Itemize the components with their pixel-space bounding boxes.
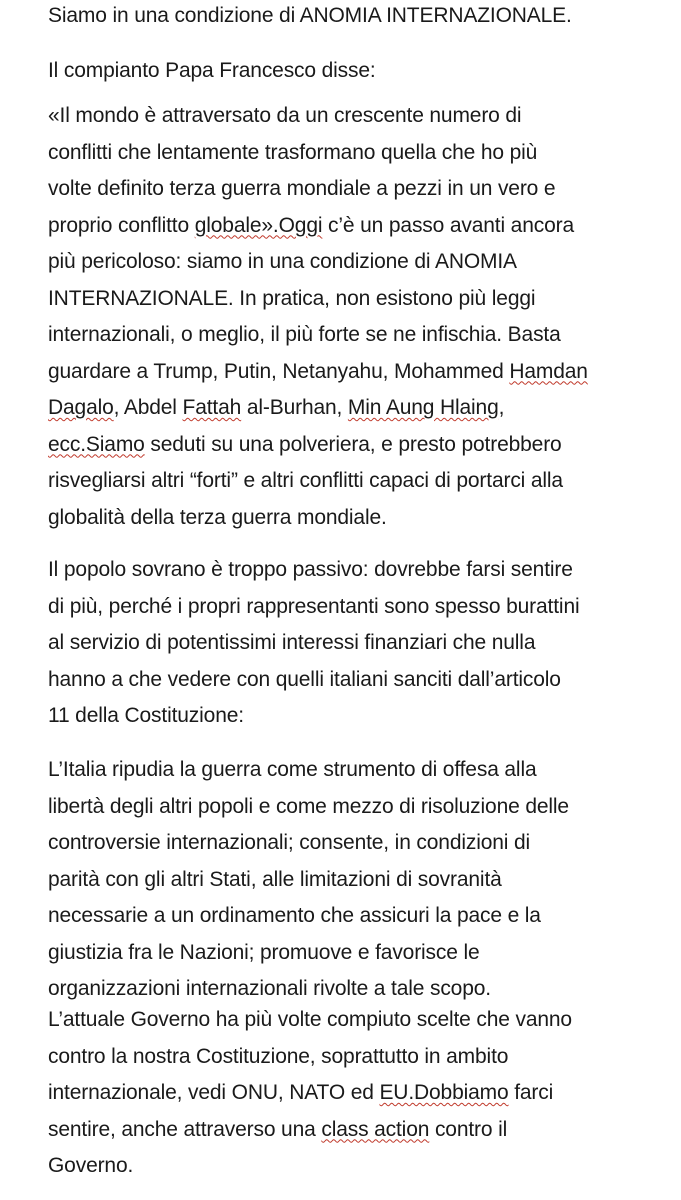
text-segment: proprio conflitto <box>48 213 195 237</box>
text-line: INTERNAZIONALE. In pratica, non esistono più leggi <box>48 286 536 310</box>
spellcheck-underlined-word: ecc.Siamo <box>48 432 145 456</box>
text-line: contro la nostra Costituzione, soprattutto in ambito <box>48 1044 509 1068</box>
text-line: 11 della Costituzione: <box>48 704 244 727</box>
text-line: necessarie a un ordinamento che assicuri la pace e la <box>48 904 541 927</box>
text-segment: internazionale, vedi ONU, NATO ed <box>48 1081 380 1104</box>
text-line <box>48 427 588 464</box>
text-line: Il popolo sovrano è troppo passivo: dovrebbe farsi sentire <box>48 558 573 581</box>
text-line: libertà degli altri popoli e come mezzo di risoluzione delle <box>48 794 569 818</box>
text-line: organizzazioni internazionali rivolte a tale scopo. <box>48 977 491 1000</box>
text-line: L’attuale Governo ha più volte compiuto scelte che vanno <box>48 1008 572 1031</box>
text-line <box>48 1112 572 1149</box>
text-segment: c’è un passo avanti ancora <box>322 213 574 237</box>
spellcheck-underlined-word: Min Aung Hlaing <box>347 396 499 419</box>
text-segment: , <box>498 396 505 419</box>
text-segment: seduti su una polveriera, e presto potrebbero <box>144 432 562 456</box>
text-line: conflitti che lentamente trasformano quella che ho più <box>48 140 538 164</box>
paragraph-article-11 <box>48 752 569 1008</box>
text-line: al servizio di potentissimi interessi finanziari che nulla <box>48 631 536 654</box>
text-line: internazionali, o meglio, il più forte se ne infischia. Basta <box>48 323 561 346</box>
text-line: Siamo in una condizione di ANOMIA INTERNAZIONALE. <box>48 4 572 27</box>
text-segment: sentire, anche attraverso una <box>48 1117 322 1141</box>
text-line: controversie internazionali; consente, in condizioni di <box>48 831 531 854</box>
spellcheck-underlined-word: class action <box>321 1117 430 1141</box>
text-segment: al-Burhan, <box>241 396 348 419</box>
text-line <box>48 354 588 391</box>
text-line: più pericoloso: siamo in una condizione di ANOMIA <box>48 250 517 273</box>
text-line <box>48 1075 572 1112</box>
text-segment: guardare a Trump, Putin, Netanyahu, Mohammed <box>48 359 510 383</box>
text-segment: , Abdel <box>113 396 183 419</box>
paragraph-sovereign-people <box>48 552 579 735</box>
text-line: volte definito terza guerra mondiale a pezzi in un vero e <box>48 177 556 200</box>
spellcheck-underlined-word: Dagalo <box>48 396 114 419</box>
text-line: giustizia fra le Nazioni; promuove e favorisce le <box>48 940 480 964</box>
spellcheck-underlined-word: Hamdan <box>509 359 588 383</box>
paragraph-pope-quote <box>48 98 588 536</box>
text-line <box>48 208 588 245</box>
text-segment: contro il <box>429 1117 508 1141</box>
text-line: «Il mondo è attraversato da un crescente numero di <box>48 104 522 127</box>
text-line: di più, perché i propri rappresentanti sono spesso burattini <box>48 594 580 618</box>
text-line: Governo. <box>48 1154 134 1177</box>
text-line: L’Italia ripudia la guerra come strumento di offesa alla <box>48 758 537 781</box>
spellcheck-underlined-word: Fattah <box>182 396 242 419</box>
text-line: hanno a che vedere con quelli italiani sanciti dall’articolo <box>48 667 561 691</box>
spellcheck-underlined-word: globale».Oggi <box>194 213 323 237</box>
text-line <box>48 390 588 427</box>
text-line: risvegliarsi altri “forti” e altri conflitti capaci di portarci alla <box>48 469 563 492</box>
text-line: globalità della terza guerra mondiale. <box>48 505 387 529</box>
paragraph-government <box>48 1002 572 1185</box>
spellcheck-underlined-word: EU.Dobbiamo <box>379 1081 509 1104</box>
text-line: Il compianto Papa Francesco disse: <box>48 59 376 82</box>
paragraph-intro <box>48 0 572 35</box>
text-line: parità con gli altri Stati, alle limitazioni di sovranità <box>48 867 502 891</box>
text-segment: farci <box>508 1081 554 1104</box>
paragraph-pope-intro <box>48 53 376 90</box>
